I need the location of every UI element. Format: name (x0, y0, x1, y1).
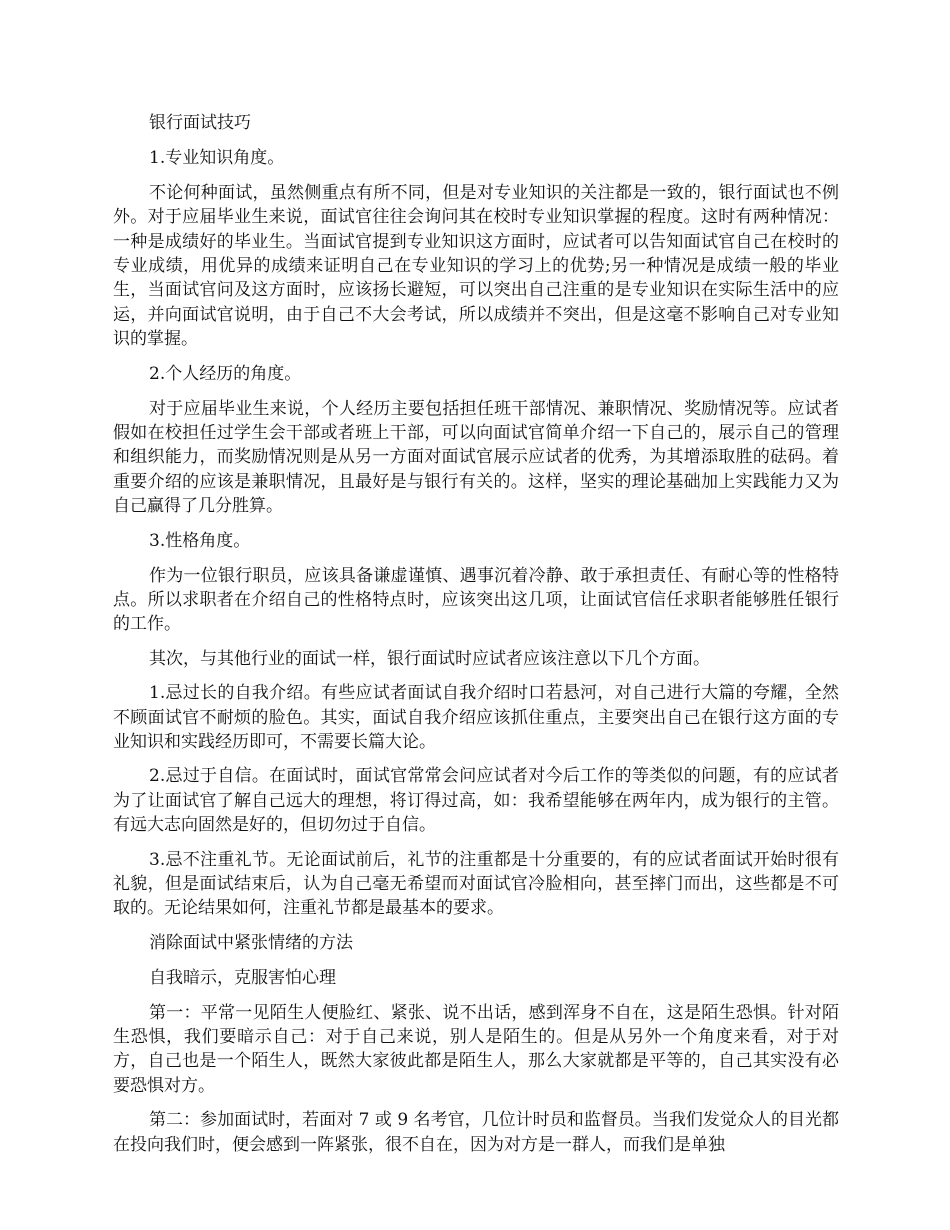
body-paragraph: 作为一位银行职员，应该具备谦虚谨慎、遇事沉着冷静、敢于承担责任、有耐心等的性格特点。所以求职者在介绍自己的性格特点时，应该突出这几项，让面试官信任求职者能够胜任银行的工作。 (113, 565, 839, 635)
section-title: 消除面试中紧张情绪的方法 (149, 932, 353, 953)
body-paragraph: 1.忌过长的自我介绍。有些应试者面试自我介绍时口若悬河，对自己进行大篇的夸耀，全然不顾面试官不耐烦的脸色。其实，面试自我介绍应该抓住重点，主要突出自己在银行这方面的专业知识和实践经历即可，不需要长篇大论。 (113, 683, 839, 752)
subsection-heading: 3.性格角度。 (149, 530, 251, 551)
section-title: 银行面试技巧 (149, 113, 251, 133)
body-paragraph: 其次，与其他行业的面试一样，银行面试时应试者应该注意以下几个方面。 (149, 648, 710, 669)
document-body (113, 111, 839, 1167)
subsection-heading: 自我暗示，克服害怕心理 (149, 967, 336, 988)
body-paragraph: 3.忌不注重礼节。无论面试前后，礼节的注重都是十分重要的，有的应试者面试开始时很有礼貌，但是面试结束后，认为自己毫无希望而对面试官冷脸相向，甚至摔门而出，这些都是不可取的。无论结果如何，注重礼节都是最基本的要求。 (113, 849, 839, 919)
body-paragraph: 第二：参加面试时，若面对 7 或 9 名考官，几位计时员和监督员。当我们发觉众人的目光都在投向我们时，便会感到一阵紧张，很不自在，因为对方是一群人，而我们是单独 (113, 1110, 839, 1155)
body-paragraph: 对于应届毕业生来说，个人经历主要包括担任班干部情况、兼职情况、奖励情况等。应试者假如在校担任过学生会干部或者班上干部，可以向面试官简单介绍一下自己的，展示自己的管理和组织能力，而奖励情况则是从另一方面对面试官展示应试者的优秀，为其增添取胜的砝码。着重要介绍的应该是兼职情况，且最好是与银行有关的。这样，坚实的理论基础加上实践能力又为自己赢得了几分胜算。 (113, 398, 839, 517)
body-paragraph: 不论何种面试，虽然侧重点有所不同，但是对专业知识的关注都是一致的，银行面试也不例外。对于应届毕业生来说，面试官往往会询问其在校时专业知识掌握的程度。这时有两种情况：一种是成绩好的毕业生。当面试官提到专业知识这方面时，应试者可以告知面试官自己在校时的专业成绩，用优异的成绩来证明自己在专业知识的学习上的优势;另一种情况是成绩一般的毕业生，当面试官问及这方面时，应该扬长避短，可以突出自己注重的是专业知识在实际生活中的应运，并向面试官说明，由于自己不大会考试，所以成绩并不突出，但是这毫不影响自己对专业知识的掌握。 (113, 182, 839, 350)
subsection-heading: 2.个人经历的角度。 (149, 363, 302, 384)
body-paragraph: 2.忌过于自信。在面试时，面试官常常会问应试者对今后工作的等类似的问题，有的应试者为了让面试官了解自己远大的理想，将订得过高，如：我希望能够在两年内，成为银行的主管。有远大志向固然是好的，但切勿过于自信。 (113, 766, 839, 836)
subsection-heading: 1.专业知识角度。 (149, 147, 285, 168)
body-paragraph: 第一：平常一见陌生人便脸红、紧张、说不出话，感到浑身不自在，这是陌生恐惧。针对陌生恐惧，我们要暗示自己：对于自己来说，别人是陌生的。但是从另外一个角度来看，对于对方，自己也是一个陌生人，既然大家彼此都是陌生人，那么大家就都是平等的，自己其实没有必要恐惧对方。 (113, 1002, 839, 1096)
